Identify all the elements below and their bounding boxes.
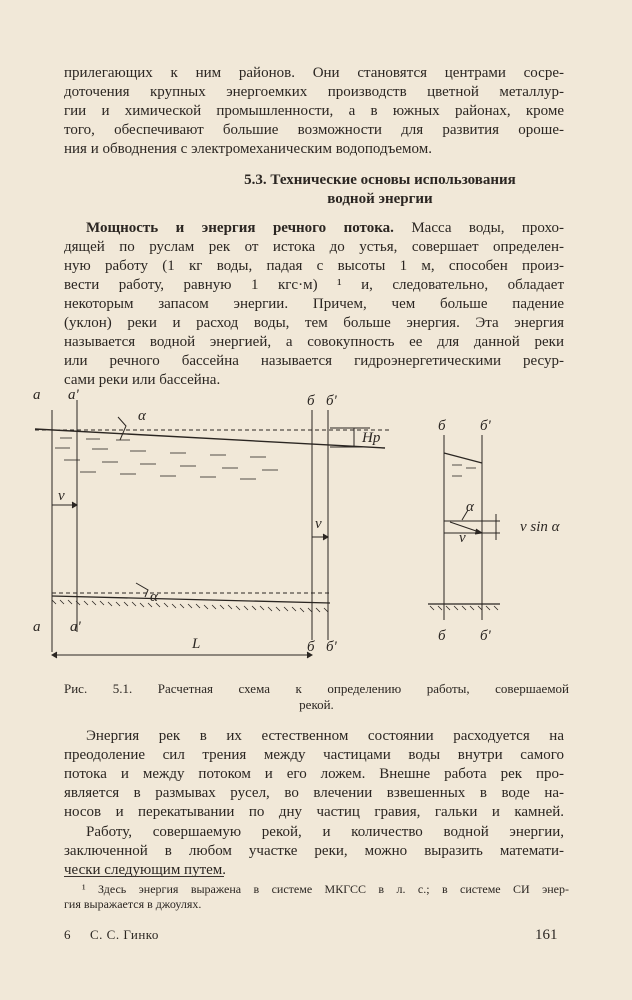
section-heading: 5.3. Технические основы использования xyxy=(244,172,516,188)
text-line: является в размывах русел, во влечении взвешенных в воде на- xyxy=(64,785,564,801)
label-b-right-bottom: б xyxy=(438,628,446,644)
label-alpha-bed: α xyxy=(150,589,158,605)
label-b-prime: б' xyxy=(326,393,337,409)
text-line: чески следующим путем. xyxy=(64,862,227,878)
label-b-right: б xyxy=(438,418,446,434)
text-line: (уклон) реки и расход воды, тем больше энергия. Эта энергия xyxy=(64,315,564,331)
text-line: ную работу (1 кг воды, падая с высоты 1 м, способен произ- xyxy=(64,258,564,274)
caption-line: Рис. 5.1. Расчетная схема к определению работы, совершаемой xyxy=(64,681,569,696)
label-a-bottom: a xyxy=(33,619,41,635)
river-bed xyxy=(52,596,330,603)
text-run: Масса воды, прохо- xyxy=(393,220,564,236)
signature-mark: 6 xyxy=(64,927,71,942)
label-v-inclined: v xyxy=(459,530,466,546)
water-surface-right xyxy=(444,453,482,463)
label-b-prime-right-bottom: б' xyxy=(480,628,491,644)
label-b-bottom: б xyxy=(307,639,315,655)
label-alpha-right: α xyxy=(466,499,474,515)
label-a: a xyxy=(33,387,41,403)
page-number: 161 xyxy=(535,927,558,943)
footnote-line: ¹ Здесь энергия выражена в системе МКГСС в л. с.; в системе СИ энер- xyxy=(82,882,569,896)
text-line: заключенной в любом участке реки, можно выразить математи- xyxy=(64,843,564,859)
text-line: Работу, совершаемую рекой, и количество водной энергии, xyxy=(86,824,564,840)
text-line: того, обеспечивают большие возможности для развития ороше- xyxy=(64,122,564,138)
alpha-leader-bed xyxy=(136,583,148,597)
label-a-prime-bottom: a' xyxy=(70,619,81,635)
text-line: или речного бассейна называется гидроэнергетическими ресур- xyxy=(64,353,564,369)
text-line: носов и перекатывании по дну частиц гравия, гальки и камней. xyxy=(64,804,564,820)
label-v-left: v xyxy=(58,488,65,504)
label-b-prime-bottom: б' xyxy=(326,639,337,655)
label-a-prime: a' xyxy=(68,387,79,403)
caption-line: рекой. xyxy=(299,697,334,712)
label-length: L xyxy=(192,636,201,652)
water-hatching xyxy=(55,438,278,479)
text-line: прилегающих к ним районов. Они становятся центрами сосре- xyxy=(64,65,564,81)
text-line: некоторым запасом энергии. Причем, чем больше падение xyxy=(64,296,564,312)
text-line: гии и химической промышленности, а в южных районах, кроме xyxy=(64,103,564,119)
text-line: доточения крупных энергоемких производств цветной металлур- xyxy=(64,84,564,100)
label-b-prime-right: б' xyxy=(480,418,491,434)
text-line: дящей по руслам рек от истока до устья, совершает определен- xyxy=(64,239,564,255)
label-alpha-top: α xyxy=(138,408,146,424)
text-line: ния и обводнения с электромеханическим водоподъемом. xyxy=(64,141,432,157)
water-surface xyxy=(35,429,385,448)
run-in-heading: Мощность и энергия речного потока. xyxy=(86,220,394,236)
text-line: Энергия рек в их естественном состоянии расходуется на xyxy=(86,728,564,744)
text-line xyxy=(64,219,564,237)
figure-5-1-diagram xyxy=(0,380,632,670)
footnote-separator xyxy=(64,876,224,877)
footnote-line: гия выражается в джоулях. xyxy=(64,897,202,911)
text-line: сами реки или бассейна. xyxy=(64,372,221,388)
label-hp: Hp xyxy=(362,430,381,446)
text-line: вести работу, равную 1 кгс·м) ¹ и, следовательно, обладает xyxy=(64,277,564,293)
label-v-right: v xyxy=(315,516,322,532)
text-line: преодоление сил трения между частицами воды внутри самого xyxy=(64,747,564,763)
alpha-leader-top xyxy=(118,417,126,440)
label-b: б xyxy=(307,393,315,409)
label-vsin: v sin α xyxy=(520,519,560,535)
section-heading-line2: водной энергии xyxy=(327,191,433,207)
footnote xyxy=(64,882,569,912)
author-signature: С. С. Гинко xyxy=(90,927,159,942)
text-line: называется водной энергией, а совокупность ее для данной реки xyxy=(64,334,564,350)
figure-caption xyxy=(64,681,569,713)
text-line: потока и между потоком и его ложем. Внешне работа рек про- xyxy=(64,766,564,782)
